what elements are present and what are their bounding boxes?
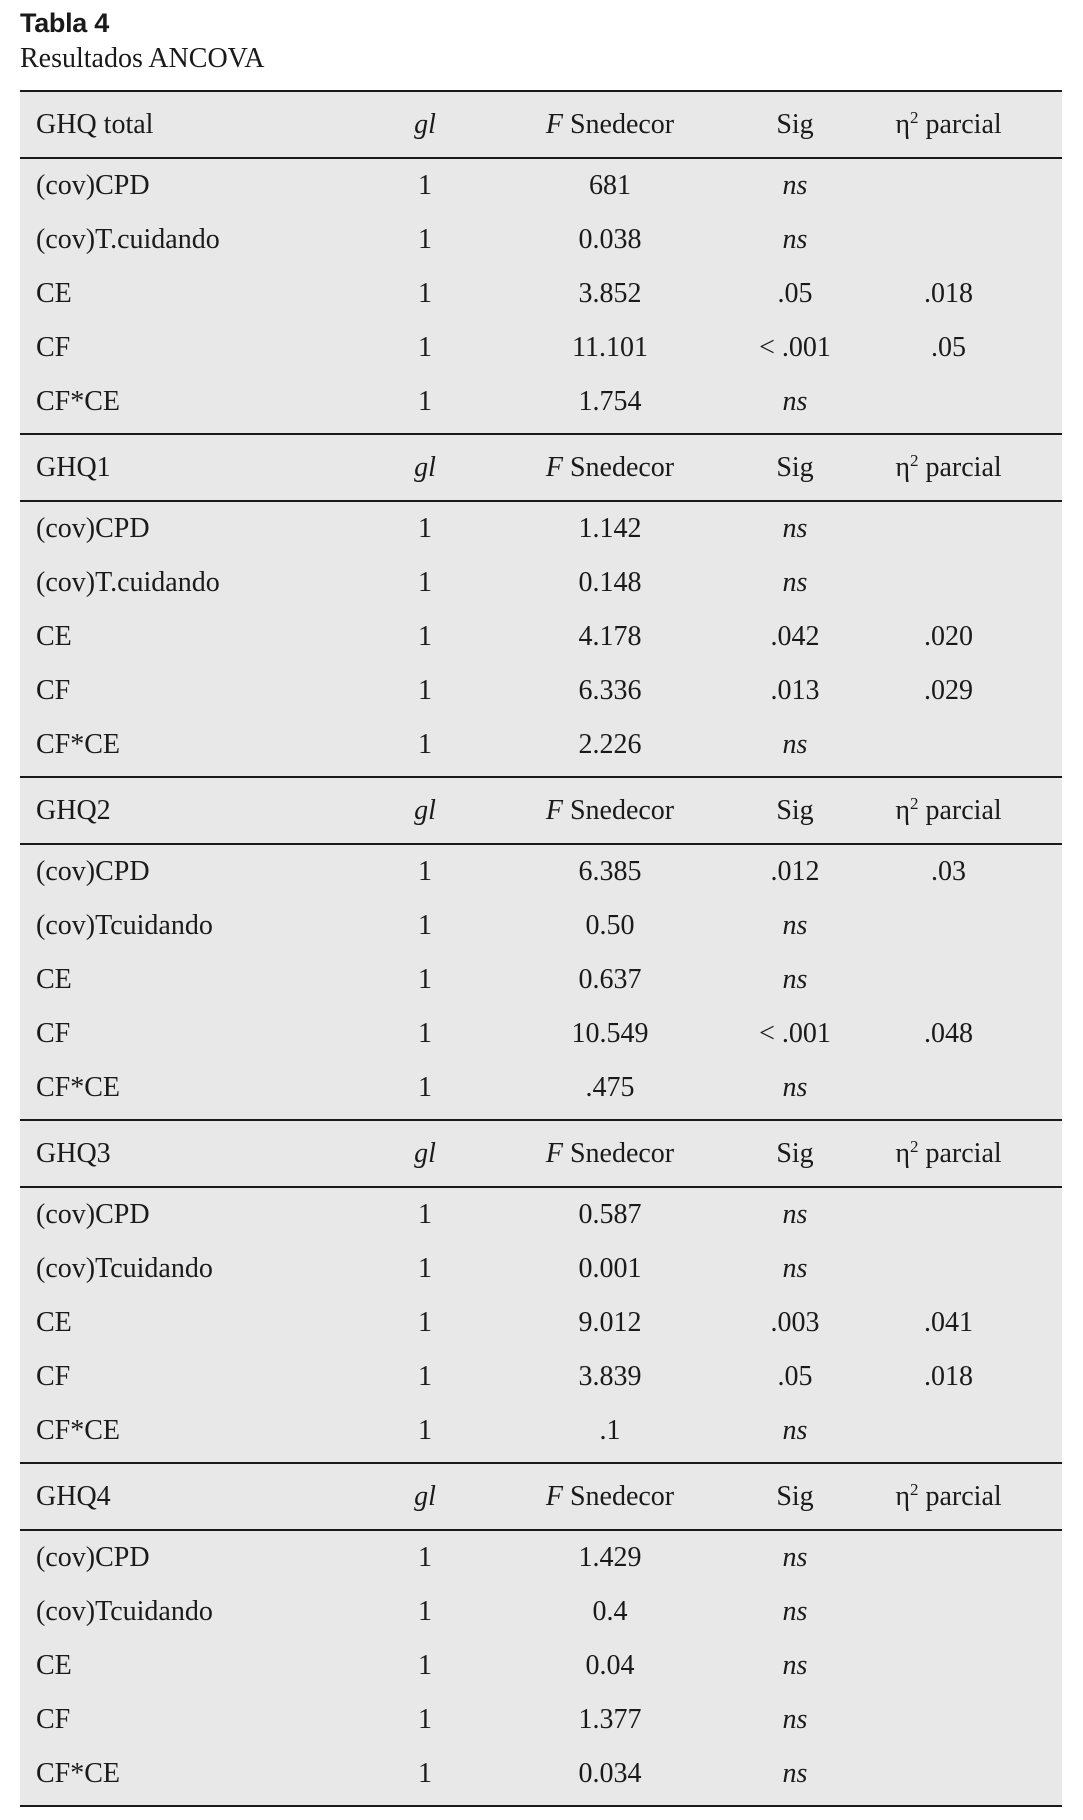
row-label: (cov)CPD (36, 1199, 150, 1230)
row-label: (cov)CPD (36, 513, 150, 544)
section-title: GHQ4 (36, 1480, 111, 1512)
cell-gl: 1 (418, 675, 432, 706)
column-header-eta-text: parcial (925, 1480, 1002, 1512)
table-row (20, 1404, 1062, 1458)
cell-f: 1.754 (578, 386, 642, 417)
cell-sig: ns (782, 1650, 808, 1681)
cell-sig: .042 (770, 621, 820, 652)
ancova-table (20, 90, 1062, 1807)
column-header-f-text: Snedecor (569, 108, 675, 140)
cell-gl: 1 (418, 332, 432, 363)
row-label: CE (36, 621, 72, 652)
cell-gl: 1 (418, 1704, 432, 1735)
row-label: CF (36, 332, 71, 363)
column-header-eta (835, 452, 1062, 484)
column-header-sig: Sig (776, 1137, 814, 1169)
cell-gl: 1 (418, 1361, 432, 1392)
column-header-f-symbol: F (545, 108, 563, 140)
cell-f: 3.852 (578, 278, 642, 309)
row-label: (cov)CPD (36, 1542, 150, 1573)
table-section (20, 1119, 1062, 1462)
row-label: (cov)CPD (36, 170, 150, 201)
column-header-gl: gl (414, 451, 436, 483)
table-row (20, 610, 1062, 664)
section-header-row (20, 1462, 1062, 1531)
table-row (20, 267, 1062, 321)
row-label: CF (36, 1361, 71, 1392)
column-header-f-symbol: F (545, 1480, 563, 1512)
cell-f: 4.178 (578, 621, 642, 652)
table-row (20, 213, 1062, 267)
table-row (20, 1639, 1062, 1693)
cell-eta: .029 (924, 675, 973, 706)
table-row (20, 375, 1062, 429)
cell-sig: ns (782, 386, 808, 417)
cell-f: 0.04 (585, 1650, 635, 1681)
cell-gl: 1 (418, 567, 432, 598)
row-label: (cov)T.cuidando (36, 224, 220, 255)
cell-gl: 1 (418, 1307, 432, 1338)
row-label: CF*CE (36, 729, 121, 760)
column-header-eta-sup: 2 (909, 107, 919, 127)
cell-f: 11.101 (572, 332, 648, 363)
row-label: (cov)Tcuidando (36, 910, 213, 941)
column-header-eta-text: parcial (925, 108, 1002, 140)
table-row (20, 1693, 1062, 1747)
row-label: (cov)Tcuidando (36, 1253, 213, 1284)
cell-f: 6.336 (578, 675, 642, 706)
row-label: CF*CE (36, 1758, 121, 1789)
table-section (20, 92, 1062, 433)
table-row (20, 845, 1062, 899)
table-row (20, 899, 1062, 953)
column-header-eta-text: parcial (925, 451, 1002, 483)
cell-sig: ns (782, 1199, 808, 1230)
cell-sig: ns (782, 224, 808, 255)
row-label: CE (36, 964, 72, 995)
column-header-eta-text: parcial (925, 1137, 1002, 1169)
column-header-f (465, 1481, 755, 1513)
cell-sig: .05 (777, 1361, 813, 1392)
column-header-gl: gl (414, 108, 436, 140)
cell-gl: 1 (418, 1542, 432, 1573)
cell-gl: 1 (418, 1758, 432, 1789)
table-row (20, 502, 1062, 556)
cell-eta: .018 (924, 1361, 973, 1392)
cell-gl: 1 (418, 224, 432, 255)
row-label: (cov)CPD (36, 856, 150, 887)
column-header-f (465, 109, 755, 141)
row-label: CF (36, 1704, 71, 1735)
cell-gl: 1 (418, 856, 432, 887)
cell-eta: .041 (924, 1307, 973, 1338)
cell-sig: .003 (770, 1307, 820, 1338)
cell-f: 0.034 (578, 1758, 642, 1789)
cell-f: 1.429 (578, 1542, 642, 1573)
cell-sig: ns (782, 964, 808, 995)
cell-f: .475 (585, 1072, 635, 1103)
row-label: CE (36, 1307, 72, 1338)
table-title: Tabla 4 (20, 8, 109, 38)
column-header-eta (835, 795, 1062, 827)
column-header-eta-symbol: η (895, 1137, 910, 1169)
cell-eta: .03 (931, 856, 966, 887)
cell-eta: .018 (924, 278, 973, 309)
column-header-f-text: Snedecor (569, 451, 675, 483)
cell-sig: ns (782, 1758, 808, 1789)
cell-sig: .012 (770, 856, 820, 887)
section-title: GHQ3 (36, 1137, 111, 1169)
column-header-eta-symbol: η (895, 108, 910, 140)
cell-f: 0.148 (578, 567, 642, 598)
cell-sig: ns (782, 1596, 808, 1627)
cell-gl: 1 (418, 729, 432, 760)
table-row (20, 1242, 1062, 1296)
row-label: (cov)T.cuidando (36, 567, 220, 598)
cell-f: 3.839 (578, 1361, 642, 1392)
cell-f: 9.012 (578, 1307, 642, 1338)
table-row (20, 1296, 1062, 1350)
section-header-row (20, 1119, 1062, 1188)
column-header-eta (835, 1481, 1062, 1513)
cell-f: 0.001 (578, 1253, 642, 1284)
table-row (20, 664, 1062, 718)
cell-sig: ns (782, 567, 808, 598)
cell-gl: 1 (418, 1415, 432, 1446)
cell-f: 2.226 (578, 729, 642, 760)
row-label: CF*CE (36, 386, 121, 417)
section-header-row (20, 776, 1062, 845)
column-header-f-symbol: F (545, 794, 563, 826)
column-header-gl: gl (414, 1480, 436, 1512)
cell-gl: 1 (418, 910, 432, 941)
cell-f: 1.377 (578, 1704, 642, 1735)
cell-eta: .020 (924, 621, 973, 652)
table-caption (20, 6, 265, 76)
column-header-sig: Sig (776, 794, 814, 826)
cell-gl: 1 (418, 386, 432, 417)
row-label: (cov)Tcuidando (36, 1596, 213, 1627)
cell-sig: ns (782, 170, 808, 201)
cell-gl: 1 (418, 1253, 432, 1284)
column-header-f-text: Snedecor (569, 794, 675, 826)
table-section (20, 1462, 1062, 1805)
table-row (20, 159, 1062, 213)
table-row (20, 1061, 1062, 1115)
cell-f: 0.038 (578, 224, 642, 255)
cell-sig: ns (782, 1542, 808, 1573)
cell-eta: .048 (924, 1018, 973, 1049)
column-header-eta-symbol: η (895, 794, 910, 826)
cell-f: 0.637 (578, 964, 642, 995)
column-header-f-symbol: F (545, 1137, 563, 1169)
column-header-eta-text: parcial (925, 794, 1002, 826)
column-header-sig: Sig (776, 451, 814, 483)
column-header-sig: Sig (776, 108, 814, 140)
cell-gl: 1 (418, 1199, 432, 1230)
cell-sig: ns (782, 513, 808, 544)
cell-f: 681 (589, 170, 631, 201)
section-header-row (20, 92, 1062, 159)
cell-sig: ns (782, 1253, 808, 1284)
cell-gl: 1 (418, 964, 432, 995)
table-row (20, 1585, 1062, 1639)
table-row (20, 718, 1062, 772)
column-header-eta-sup: 2 (909, 793, 919, 813)
row-label: CF*CE (36, 1072, 121, 1103)
cell-f: .1 (599, 1415, 621, 1446)
cell-sig: < .001 (759, 1018, 831, 1049)
cell-sig: ns (782, 729, 808, 760)
row-label: CF*CE (36, 1415, 121, 1446)
column-header-gl: gl (414, 1137, 436, 1169)
column-header-sig: Sig (776, 1480, 814, 1512)
cell-f: 0.4 (592, 1596, 628, 1627)
cell-gl: 1 (418, 513, 432, 544)
cell-gl: 1 (418, 278, 432, 309)
cell-sig: ns (782, 1415, 808, 1446)
column-header-eta-symbol: η (895, 451, 910, 483)
cell-gl: 1 (418, 1650, 432, 1681)
column-header-eta-sup: 2 (909, 1479, 919, 1499)
table-row (20, 1531, 1062, 1585)
cell-sig: .013 (770, 675, 820, 706)
row-label: CF (36, 675, 71, 706)
section-title: GHQ1 (36, 451, 111, 483)
column-header-f (465, 1138, 755, 1170)
column-header-eta-symbol: η (895, 1480, 910, 1512)
cell-f: 0.50 (585, 910, 635, 941)
column-header-eta (835, 1138, 1062, 1170)
cell-gl: 1 (418, 1596, 432, 1627)
table-row (20, 1007, 1062, 1061)
table-row (20, 953, 1062, 1007)
cell-f: 0.587 (578, 1199, 642, 1230)
section-header-row (20, 433, 1062, 502)
cell-sig: ns (782, 1704, 808, 1735)
table-row (20, 321, 1062, 375)
cell-sig: .05 (777, 278, 813, 309)
cell-f: 6.385 (578, 856, 642, 887)
column-header-eta-sup: 2 (909, 450, 919, 470)
table-row (20, 1350, 1062, 1404)
column-header-gl: gl (414, 794, 436, 826)
column-header-f-symbol: F (545, 451, 563, 483)
table-subtitle: Resultados ANCOVA (20, 43, 265, 74)
table-row (20, 1747, 1062, 1801)
column-header-f (465, 452, 755, 484)
row-label: CE (36, 1650, 72, 1681)
column-header-eta-sup: 2 (909, 1136, 919, 1156)
column-header-f-text: Snedecor (569, 1480, 675, 1512)
cell-f: 10.549 (571, 1018, 649, 1049)
section-title: GHQ total (36, 108, 154, 140)
cell-eta: .05 (931, 332, 966, 363)
column-header-f (465, 795, 755, 827)
cell-gl: 1 (418, 1072, 432, 1103)
row-label: CE (36, 278, 72, 309)
cell-gl: 1 (418, 170, 432, 201)
cell-gl: 1 (418, 1018, 432, 1049)
column-header-f-text: Snedecor (569, 1137, 675, 1169)
table-row (20, 556, 1062, 610)
table-section (20, 433, 1062, 776)
table-row (20, 1188, 1062, 1242)
cell-sig: ns (782, 910, 808, 941)
section-title: GHQ2 (36, 794, 111, 826)
cell-sig: < .001 (759, 332, 831, 363)
table-section (20, 776, 1062, 1119)
column-header-eta (835, 109, 1062, 141)
row-label: CF (36, 1018, 71, 1049)
cell-sig: ns (782, 1072, 808, 1103)
cell-f: 1.142 (578, 513, 642, 544)
cell-gl: 1 (418, 621, 432, 652)
